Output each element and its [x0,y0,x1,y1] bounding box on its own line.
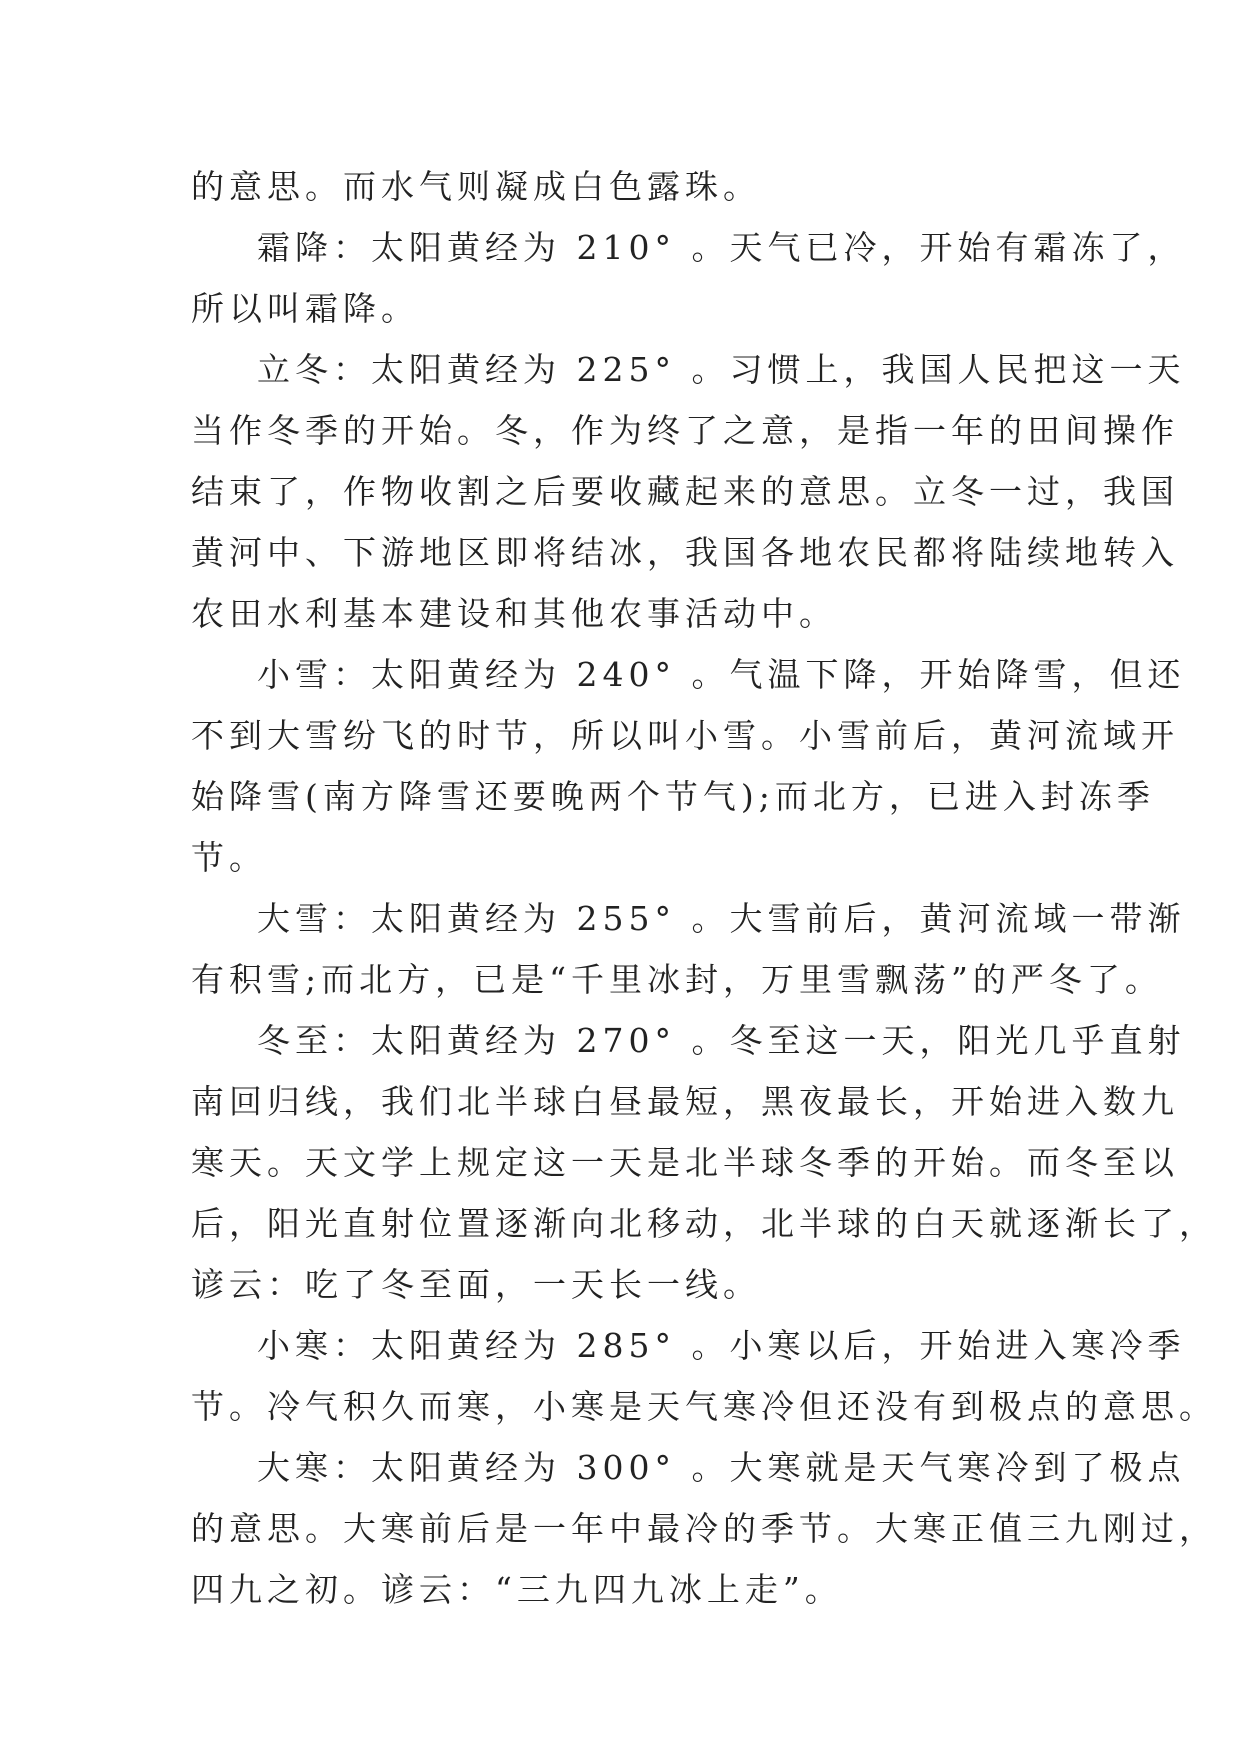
text-line: 四九之初。谚云：“三九四九冰上走”。 [191,1570,843,1609]
text-line: 始降雪(南方降雪还要晚两个节气);而北方，已进入封冻季 [191,777,1155,816]
paragraph-start-line: 大寒：太阳黄经为 300° 。大寒就是天气寒冷到了极点 [257,1448,1186,1487]
text-line: 节。 [191,838,267,877]
paragraph-start-line: 立冬：太阳黄经为 225° 。习惯上，我国人民把这一天 [257,350,1186,389]
text-line: 南回归线，我们北半球白昼最短，黑夜最长，开始进入数九 [191,1082,1179,1121]
text-line: 当作冬季的开始。冬，作为终了之意，是指一年的田间操作 [191,411,1179,450]
text-line: 节。冷气积久而寒，小寒是天气寒冷但还没有到极点的意思。 [191,1387,1217,1426]
document-body [191,156,1217,1620]
text-line: 后，阳光直射位置逐渐向北移动，北半球的白天就逐渐长了， [191,1204,1217,1243]
paragraph-start-line: 小雪：太阳黄经为 240° 。气温下降，开始降雪，但还 [257,655,1186,694]
text-line: 有积雪;而北方，已是“千里冰封，万里雪飘荡”的严冬了。 [191,960,1163,999]
paragraph-start-line: 冬至：太阳黄经为 270° 。冬至这一天，阳光几乎直射 [257,1021,1186,1060]
paragraph-start-line: 大雪：太阳黄经为 255° 。大雪前后，黄河流域一带渐 [257,899,1186,938]
text-line: 结束了，作物收割之后要收藏起来的意思。立冬一过，我国 [191,472,1179,511]
text-line: 的意思。而水气则凝成白色露珠。 [191,167,761,206]
text-line: 所以叫霜降。 [191,289,419,328]
text-line: 的意思。大寒前后是一年中最冷的季节。大寒正值三九刚过， [191,1509,1217,1548]
text-line: 不到大雪纷飞的时节，所以叫小雪。小雪前后，黄河流域开 [191,716,1179,755]
paragraph-start-line: 霜降：太阳黄经为 210° 。天气已冷，开始有霜冻了， [257,228,1186,267]
text-line: 农田水利基本建设和其他农事活动中。 [191,594,837,633]
paragraph-start-line: 小寒：太阳黄经为 285° 。小寒以后，开始进入寒冷季 [257,1326,1186,1365]
text-line: 寒天。天文学上规定这一天是北半球冬季的开始。而冬至以 [191,1143,1179,1182]
text-line: 黄河中、下游地区即将结冰，我国各地农民都将陆续地转入 [191,533,1179,572]
text-line: 谚云：吃了冬至面，一天长一线。 [191,1265,761,1304]
